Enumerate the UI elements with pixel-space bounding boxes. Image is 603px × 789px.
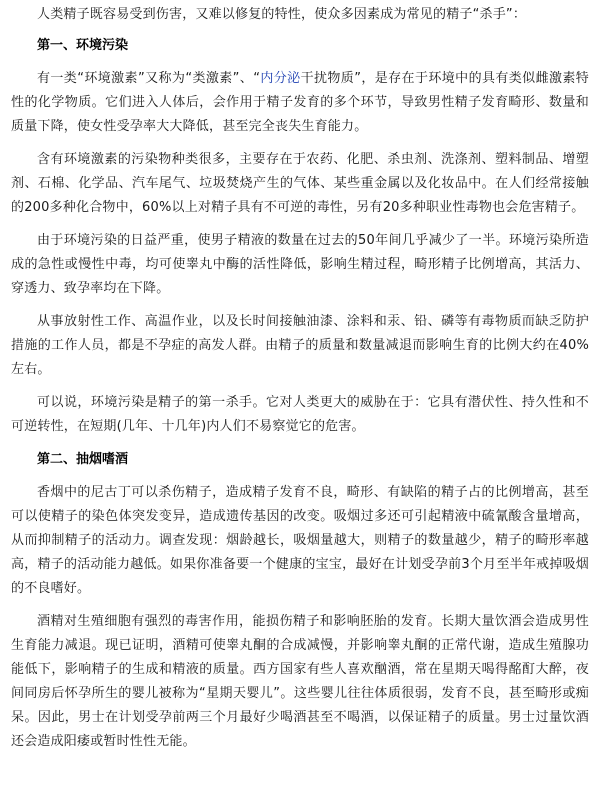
paragraph-drinking: 酒精对生殖细胞有强烈的毒害作用，能损伤精子和影响胚胎的发育。长期大量饮酒会造成男性生育能力减退。现已证明，酒精可使睾丸酮的合成减慢，并影响睾丸酮的正常代谢，造成生殖腺功能低下，影响精子的生成和精液的质量。西方国家有些人喜欢酗酒，常在星期天喝得酩酊大醉，夜间同房后怀孕所生的婴儿被称为“星期天婴儿”。这些婴儿往往体质很弱，发育不良，甚至畸形或痴呆。因此，男士在计划受孕前两三个月最好少喝酒甚至不喝酒，以保证精子的质量。男士过量饮酒还会造成阳痿或暂时性性无能。 [11, 614, 589, 749]
paragraph-occupational-risk: 从事放射性工作、高温作业，以及长时间接触油漆、涂料和汞、铅、磷等有毒物质而缺乏防护措施的工作人员，都是不孕症的高发人群。由精子的质量和数量减退而影响生育的比例大约在40%左右。 [11, 314, 589, 377]
paragraph-environment-hormones [11, 67, 589, 139]
endocrine-link[interactable]: 内分泌 [260, 71, 301, 86]
intro-paragraph: 人类精子既容易受到伤害，又难以修复的特性，使众多因素成为常见的精子“杀手”： [37, 7, 527, 22]
paragraph-semen-decline: 由于环境污染的日益严重，使男子精液的数量在过去的50年间几乎减少了一半。环境污染所造成的急性或慢性中毒，均可使睾丸中酶的活性降低，影响生精过程，畸形精子比例增高，其活力、穿透力、致孕率均在下降。 [11, 233, 589, 296]
paragraph-smoking: 香烟中的尼古丁可以杀伤精子，造成精子发育不良，畸形、有缺陷的精子占的比例增高，甚至可以使精子的染色体突发变异，造成遗传基因的改变。吸烟过多还可引起精液中硫氰酸含量增高，从而抑制精子的活动力。调查发现：烟龄越长，吸烟量越大，则精子的数量越少，精子的畸形率越高，精子的活动能力越低。如果你准备要一个健康的宝宝，最好在计划受孕前3个月至半年戒掉吸烟的不良嗜好。 [11, 485, 589, 596]
text-segment: 有一类“环境激素”又称为“类激素”、“ [37, 71, 261, 86]
text-segment: 干扰物质”，是存在于环境中的具有类似雌激素特性的化学物质。它们进入人体后，会作用于精子发育的多个环节，导致男性精子发育畸形、数量和质量下降，使女性受孕率大大降低，甚至完全丧失生育能力。 [11, 71, 589, 134]
paragraph-pollutant-sources: 含有环境激素的污染物种类很多，主要存在于农药、化肥、杀虫剂、洗涤剂、塑料制品、增塑剂、石棉、化学品、汽车尾气、垃圾焚烧产生的气体、某些重金属以及化妆品中。在人们经常接触的200多种化合物中，60%以上对精子具有不可逆的毒性，另有20多种职业性毒物也会危害精子。 [11, 152, 589, 215]
section-title-environment: 第一、环境污染 [37, 38, 129, 53]
section-title-smoking-drinking: 第二、抽烟嗜酒 [37, 452, 129, 467]
paragraph-first-killer: 可以说，环境污染是精子的第一杀手。它对人类更大的威胁在于：它具有潜伏性、持久性和不可逆转性，在短期(几年、十几年)内人们不易察觉它的危害。 [11, 395, 589, 434]
